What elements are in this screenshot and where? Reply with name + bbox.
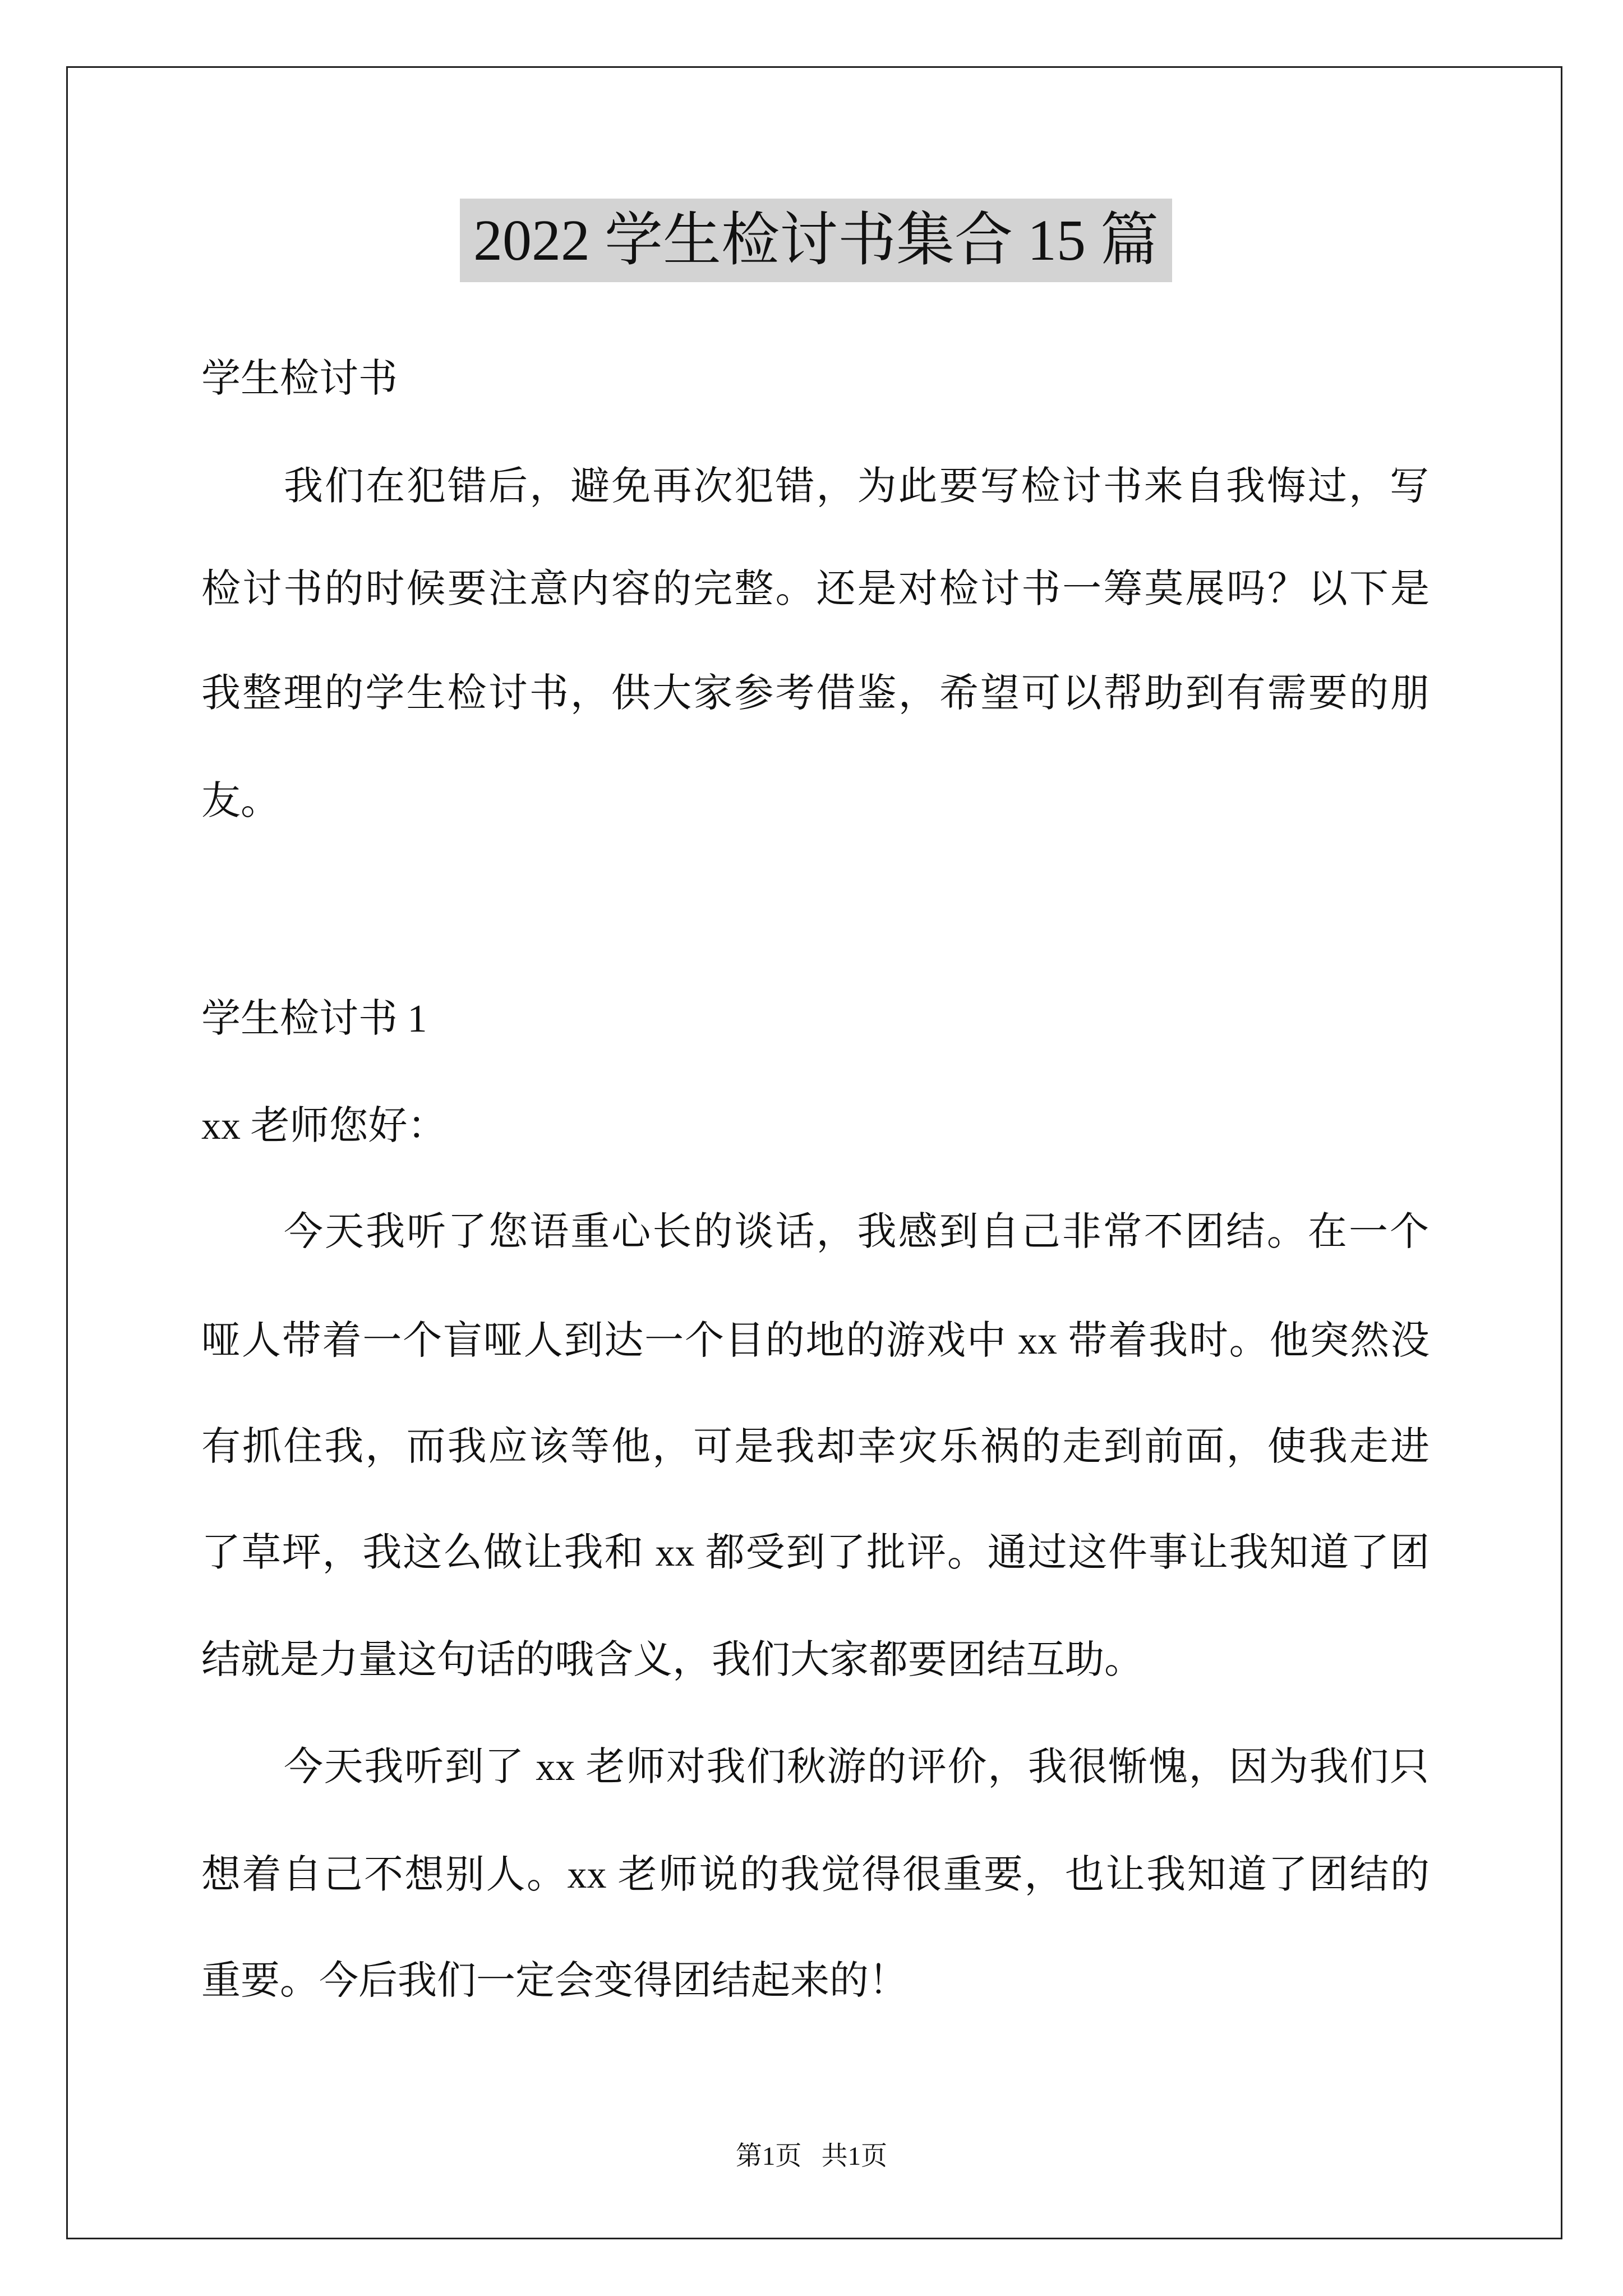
intro-heading: 学生检讨书 xyxy=(201,357,398,401)
letter-paragraph-line: 想着自己不想别人。xx 老师说的我觉得很重要，也让我知道了团结的 xyxy=(201,1853,1430,1897)
letter-paragraph-line: 了草坪，我这么做让我和 xx 都受到了批评。通过这件事让我知道了团 xyxy=(201,1531,1430,1575)
section-heading: 学生检讨书 1 xyxy=(201,997,427,1041)
letter-paragraph-line: 哑人带着一个盲哑人到达一个目的地的游戏中 xx 带着我时。他突然没 xyxy=(201,1319,1430,1363)
letter-paragraph-line: 今天我听到了 xx 老师对我们秋游的评价，我很惭愧，因为我们只 xyxy=(284,1746,1429,1789)
intro-paragraph-line: 我整理的学生检讨书，供大家参考借鉴，希望可以帮助到有需要的朋 xyxy=(201,672,1430,715)
letter-paragraph-line: 结就是力量这句话的哦含义，我们大家都要团结互助。 xyxy=(201,1639,1144,1682)
letter-paragraph-line: 重要。今后我们一定会变得团结起来的！ xyxy=(201,1959,908,2003)
intro-paragraph-line: 我们在犯错后，避免再次犯错，为此要写检讨书来自我悔过，写 xyxy=(284,465,1429,508)
intro-paragraph-line: 检讨书的时候要注意内容的完整。还是对检讨书一筹莫展吗？以下是 xyxy=(201,568,1430,611)
document-title: 2022 学生检讨书集合 15 篇 xyxy=(460,199,1172,282)
intro-paragraph-line: 友。 xyxy=(201,780,280,823)
letter-paragraph-line: 今天我听了您语重心长的谈话，我感到自己非常不团结。在一个 xyxy=(284,1211,1429,1254)
page-number-footer: 第1页 共1页 xyxy=(735,2142,888,2171)
letter-paragraph-line: 有抓住我，而我应该等他，可是我却幸灾乐祸的走到前面，使我走进 xyxy=(201,1425,1430,1469)
letter-salutation: xx 老师您好： xyxy=(201,1105,447,1148)
